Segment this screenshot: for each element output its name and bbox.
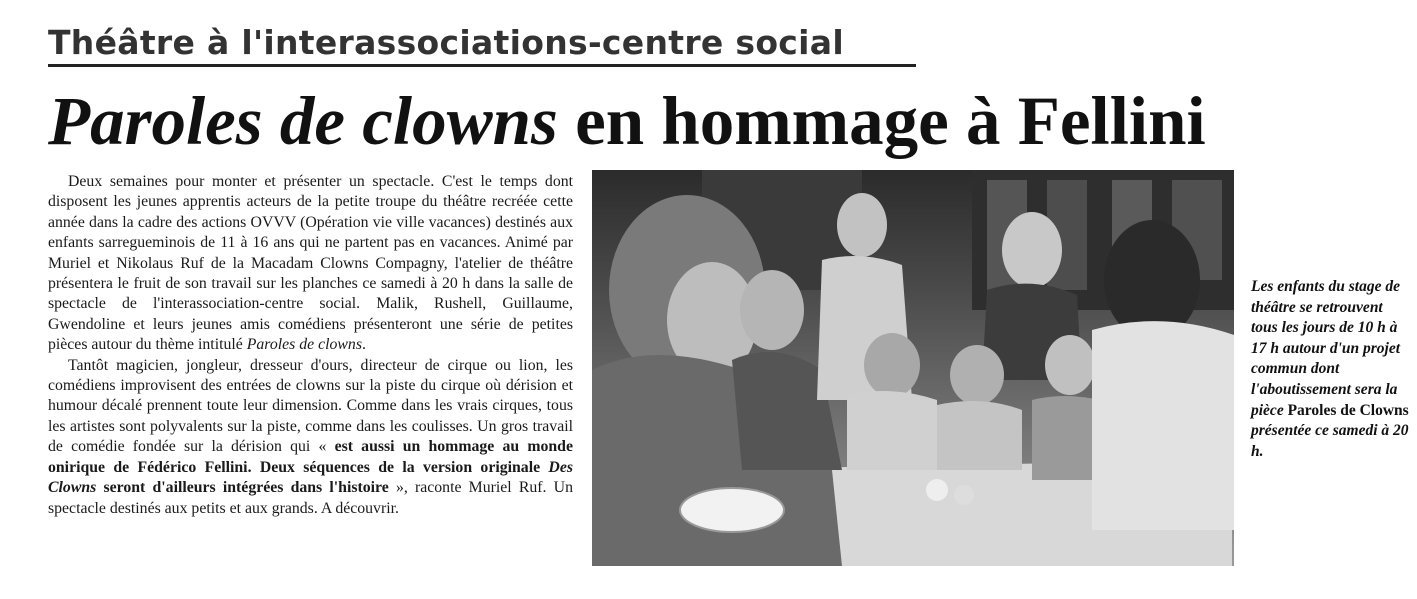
photo-caption [1251, 277, 1411, 462]
body-p2-quote-2: seront d'ailleurs intégrées dans l'histoire [96, 479, 389, 497]
caption-text-2: présentée ce samedi à 20 h. [1251, 422, 1409, 460]
headline-italic-part: Paroles de clowns [48, 83, 558, 159]
body-p1-end: . [361, 336, 366, 354]
body-p2-quote-1: est aussi un hommage au monde onirique de Fédérico Fellini. Deux séquences de la version originale [48, 438, 573, 476]
caption-play-title: Paroles de Clowns [1287, 401, 1409, 419]
photo-illustration [592, 170, 1234, 566]
body-paragraph-2 [48, 356, 573, 519]
caption-text-1: Les enfants du stage de théâtre se retrouvent tous les jours de 10 h à 17 h autour d'un projet commun dont l'aboutissement sera la pièce [1251, 278, 1401, 419]
body-p2-film-title: Des Clowns [48, 458, 573, 497]
article-body [48, 172, 573, 519]
headline-roman-part: en hommage à Fellini [557, 83, 1206, 159]
body-p1-text: Deux semaines pour monter et présenter un spectacle. C'est le temps dont disposent les jeunes apprentis acteurs de la petite troupe du théâtre recréée cette année dans la cadre des actions OVVV (Opération vie ville vacances) destinés aux enfants sarregueminois de 11 à 16 ans qui ne partent pas en vacances. Animé par Muriel et Nikolaus Ruf de la Macadam Clowns Compagny, l'atelier de théâtre présentera le fruit de son travail sur les planches ce samedi à 20 h dans la salle de spectacle de l'interassociation-centre social. Malik, Rushell, Guillaume, Gwendoline et leurs jeunes amis comédiens présenteront une série de petites pièces autour du thème intitulé [48, 173, 573, 354]
body-p2-text-a: Tantôt magicien, jongleur, dresseur d'ours, directeur de cirque ou lion, les comédiens improvisent des entrées de clowns sur la piste du cirque où dérision et humour décalé prennent toute leur dimension. Comme dans les vrais cirques, tous les artistes sont polyvalents sur la piste, comme dans les coulisses. Un gros travail de comédie fondée sur la dérision qui « [48, 356, 573, 456]
article-headline [48, 80, 1206, 162]
body-p2-text-b: », raconte Muriel Ruf. Un spectacle destinés aux petits et aux grands. A découvrir. [48, 479, 573, 517]
article-photo [592, 170, 1234, 566]
body-p1-show-title: Paroles de clowns [246, 336, 362, 354]
body-paragraph-1 [48, 172, 573, 356]
article-kicker: Théâtre à l'interassociations-centre social [48, 22, 916, 67]
